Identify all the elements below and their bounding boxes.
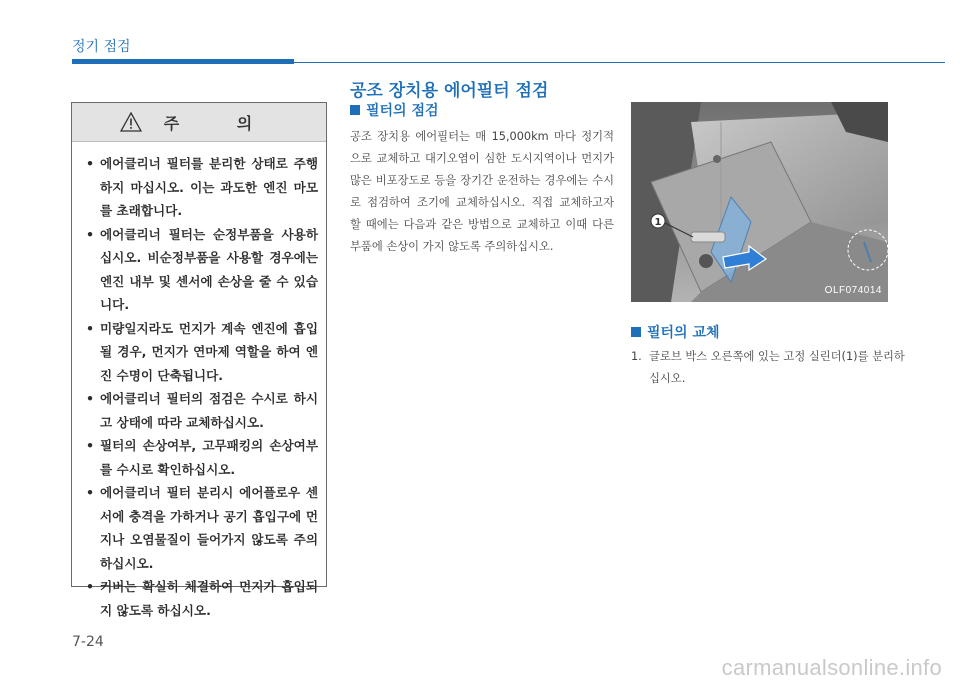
inspect-heading — [350, 100, 439, 120]
caution-item-text: 에어클리너 필터 분리시 에어플로우 센서에 충격을 가하거나 공기 흡입구에 먼지나 오염물질이 들어가지 않도록 주의하십시오. — [100, 485, 318, 571]
inspect-body: 공조 장치용 에어필터는 매 15,000km 마다 정기적으로 교체하고 대기오염이 심한 도시지역이나 먼지가 많은 비포장도로 등을 장기간 운전하는 경우에는 수시로 점검하여 조기에 교체하십시오. 직접 교체하고자 할 때에는 다음과 같은 방법으로 교체하고 이때 다른 부품에 손상이 가지 않도록 주의하십시오. — [350, 130, 614, 253]
bullet: • — [86, 438, 95, 453]
replace-heading — [631, 322, 720, 342]
bullet: • — [86, 485, 95, 500]
caution-item — [86, 481, 318, 575]
bullet: • — [86, 579, 95, 594]
glove-box-illustration — [631, 102, 888, 302]
caution-item-text: 필터의 손상여부, 고무패킹의 손상여부를 수시로 확인하십시오. — [100, 438, 318, 477]
figure-callout: 1 — [654, 217, 662, 228]
step-item — [631, 346, 911, 390]
caution-item-text: 에어클리너 필터를 분리한 상태로 주행하지 마십시오. 이는 과도한 엔진 마모를 초래합니다. — [100, 156, 318, 218]
caution-item — [86, 575, 318, 622]
section-label: 정기 점검 — [72, 39, 131, 55]
caution-item-text: 커버는 확실히 체결하여 먼지가 흡입되지 않도록 하십시오. — [100, 579, 318, 618]
caution-item — [86, 387, 318, 434]
step-text: 글로브 박스 오른쪽에 있는 고정 실린더(1)를 분리하십시오. — [649, 350, 905, 385]
caution-header — [72, 103, 326, 142]
caution-item — [86, 223, 318, 317]
figure-code: OLF074014 — [824, 285, 882, 296]
caution-item-text: 에어클리너 필터의 점검은 수시로 하시고 상태에 따라 교체하십시오. — [100, 391, 318, 430]
caution-title: 주 의 — [163, 113, 279, 133]
caution-item-text: 에어클리너 필터는 순정부품을 사용하십시오. 비순정부품을 사용할 경우에는 엔진 내부 및 센서에 손상을 줄 수 있습니다. — [100, 226, 318, 312]
page-number: 7-24 — [72, 634, 104, 650]
heading-square-icon — [631, 327, 641, 337]
replace-steps — [631, 346, 911, 390]
inspect-heading-text: 필터의 점검 — [366, 103, 439, 119]
bullet: • — [86, 391, 95, 406]
warning-triangle-icon — [120, 112, 142, 132]
step-number: 1. — [631, 350, 642, 363]
bullet: • — [86, 156, 95, 171]
watermark: carmanualsonline.info — [721, 655, 942, 680]
replace-heading-text: 필터의 교체 — [647, 325, 720, 341]
bullet: • — [86, 226, 95, 242]
bullet: • — [86, 320, 95, 336]
main-title: 공조 장치용 에어필터 점검 — [350, 81, 549, 101]
header-rule-thin — [294, 62, 945, 63]
heading-square-icon — [350, 105, 360, 115]
caution-item — [86, 434, 318, 481]
figure-photo — [631, 102, 888, 302]
caution-list — [72, 142, 326, 622]
caution-item — [86, 152, 318, 223]
caution-item — [86, 317, 318, 388]
caution-item-text: 미량일지라도 먼지가 계속 엔진에 흡입될 경우, 먼지가 연마제 역할을 하여 엔진 수명이 단축됩니다. — [100, 320, 318, 383]
header-rule-thick — [72, 59, 294, 64]
caution-box — [71, 102, 327, 618]
